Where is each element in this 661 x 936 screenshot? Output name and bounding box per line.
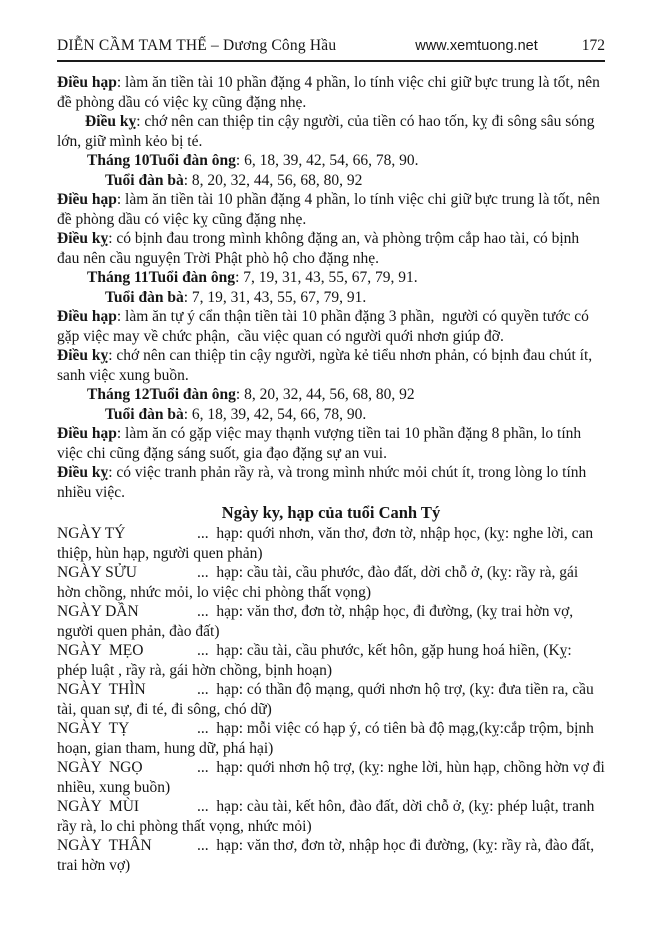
paragraph-text: : chớ nên can thiệp tin cậy người, ngừa kẻ tiểu nhơn phản, có bịnh đau chút ít, sanh việc xung buồn.	[57, 347, 597, 384]
paragraph-label: Điều hạp	[57, 425, 117, 442]
section-heading: Ngày ky, hạp của tuổi Canh Tý	[221, 503, 441, 522]
day-text: ... hạp: mỗi việc có hạp ý, có tiên bà độ mạg,(kỵ:cắp trộm, bịnh hoạn, gian tham, hung dữ, phá hại)	[57, 720, 598, 757]
day-text: ... hạp: quới nhơn hộ trợ, (kỵ: nghe lời, hùn hạp, chồng hờn vợ đi nhiều, xung buồn)	[57, 759, 609, 796]
dieu-hap-paragraph	[57, 190, 605, 229]
day-text: ... hạp: cầu tài, cầu phước, kết hôn, gặp hung hoá hiền, (Kỵ: phép luật , rầy rà, gái hờn chồng, bịnh hoạn)	[57, 642, 576, 679]
female-label: Tuổi đàn bà	[105, 288, 184, 306]
paragraph-label: Điều kỵ	[57, 230, 109, 247]
day-row-than	[57, 836, 605, 875]
month-label: Tháng 12Tuổi đàn ông	[87, 386, 236, 403]
month-ages-line	[57, 151, 605, 171]
female-ages-line	[57, 288, 605, 308]
female-label: Tuổi đàn bà	[105, 171, 184, 189]
paragraph-label: Điều kỵ	[57, 464, 109, 481]
page-body	[57, 73, 609, 875]
ages-list: : 8, 20, 32, 44, 56, 68, 80, 92	[183, 171, 363, 189]
day-name: NGÀY DẦN	[57, 603, 139, 620]
female-ages-line	[57, 171, 605, 191]
ages-list: : 6, 18, 39, 42, 54, 66, 78, 90.	[183, 405, 367, 423]
paragraph-text: : chớ nên can thiệp tin cậy người, của tiền có hao tốn, kỵ đi sông sâu sóng lớn, giữ mình kẻo bị té.	[57, 113, 599, 150]
dieu-ky-paragraph	[57, 229, 605, 268]
dieu-ky-paragraph	[57, 463, 605, 502]
day-name: NGÀY THÌN	[57, 681, 146, 698]
dieu-ky-paragraph	[57, 346, 605, 385]
ages-list: : 8, 20, 32, 44, 56, 68, 80, 92	[235, 386, 415, 403]
paragraph-text: : có bịnh đau trong mình không đặng an, và phòng trộm cắp hao tài, có bịnh đau nên cầu nguyện Trời Phật phò hộ cho đặng nhẹ.	[57, 230, 584, 267]
day-row-suu	[57, 563, 605, 602]
website-url: www.xemtuong.net	[415, 38, 538, 54]
paragraph-label: Điều hạp	[57, 74, 117, 91]
day-row-meo	[57, 641, 605, 680]
day-row-dan	[57, 602, 605, 641]
dieu-hap-paragraph	[57, 424, 605, 463]
book-title: DIỄN CẦM TAM THẾ – Dương Công Hầu	[57, 37, 337, 54]
paragraph-text: : có việc tranh phản rầy rà, và trong mình nhức mỏi chút ít, trong lòng lo tính nhiều việc.	[57, 464, 591, 501]
day-row-thin	[57, 680, 605, 719]
dieu-hap-paragraph	[57, 307, 605, 346]
female-label: Tuổi đàn bà	[105, 405, 184, 423]
day-text: ... hạp: văn thơ, đơn tờ, nhập học đi đường, (kỵ: rầy rà, đào đất, trai hờn vợ)	[57, 837, 599, 874]
day-name: NGÀY TÝ	[57, 525, 126, 542]
month-ages-line	[57, 385, 605, 405]
day-text: ... hạp: quới nhơn, văn thơ, đơn tờ, nhập học, (kỵ: nghe lời, can thiệp, hùn hạp, người quen phản)	[57, 525, 598, 562]
ages-list: : 6, 18, 39, 42, 54, 66, 78, 90.	[235, 152, 419, 169]
paragraph-text: : làm ăn tiền tài 10 phần đặng 4 phần, lo tính việc chi giữ bực trung là tốt, nên đề phòng dầu có việc kỵ cũng đặng nhẹ.	[57, 191, 604, 228]
day-name: NGÀY SỬU	[57, 564, 137, 581]
day-text: ... hạp: cầu tài, cầu phước, đào đất, dời chỗ ở, (kỵ: rầy rà, gái hờn chồng, nhức mỏi, lo việc chi phòng thất vọng)	[57, 564, 583, 601]
day-name: NGÀY TỴ	[57, 720, 130, 737]
ages-list: : 7, 19, 31, 43, 55, 67, 79, 91.	[183, 288, 367, 306]
day-text: ... hạp: văn thơ, đơn tờ, nhập học, đi đường, (kỵ trai hờn vợ, người quen phản, đào đất)	[57, 603, 578, 640]
dieu-hap-paragraph	[57, 73, 605, 112]
paragraph-label: Điều hạp	[57, 308, 117, 325]
ages-list: : 7, 19, 31, 43, 55, 67, 79, 91.	[235, 269, 418, 286]
page-header	[57, 36, 605, 56]
day-row-ngo	[57, 758, 609, 797]
paragraph-text: : làm ăn có gặp việc may thạnh vượng tiền tai 10 phần đặng 8 phần, lo tính việc chi cũng đặng sáng suốt, gia đạo đặng sự an vui.	[57, 425, 586, 462]
month-label: Tháng 10Tuổi đàn ông	[87, 152, 236, 169]
paragraph-label: Điều kỵ	[85, 113, 137, 130]
day-text: ... hạp: càu tài, kết hôn, đào đất, dời chỗ ở, (kỵ: phép luật, tranh rầy rà, lo chi phòng thất vọng, nhức mỏi)	[57, 798, 599, 835]
day-name: NGÀY MÙI	[57, 798, 140, 815]
day-name: NGÀY NGỌ	[57, 759, 143, 776]
day-row-ti	[57, 719, 605, 758]
day-row-ty	[57, 524, 605, 563]
day-name: NGÀY MẸO	[57, 642, 144, 659]
dieu-ky-paragraph	[57, 112, 605, 151]
female-ages-line	[57, 405, 605, 425]
day-text: ... hạp: có thần độ mạng, quới nhơn hộ trợ, (kỵ: đưa tiền ra, cầu tài, quan sự, đi té, đi sông, chó dữ)	[57, 681, 598, 718]
month-label: Tháng 11Tuổi đàn ông	[87, 269, 236, 286]
paragraph-text: : làm ăn tiền tài 10 phần đặng 4 phần, lo tính việc chi giữ bực trung là tốt, nên đề phòng dầu có việc kỵ cũng đặng nhẹ.	[57, 74, 604, 111]
month-ages-line	[57, 268, 605, 288]
page-number: 172	[581, 37, 605, 54]
day-name: NGÀY THÂN	[57, 837, 152, 854]
header-divider	[57, 60, 605, 62]
day-row-mui	[57, 797, 605, 836]
paragraph-label: Điều hạp	[57, 191, 117, 208]
paragraph-text: : làm ăn tự ý cẩn thận tiền tài 10 phần đặng 3 phần, người có quyền tước có gặp việc may về chức phận, cầu việc quan có người quới nhơn giúp đỡ.	[57, 308, 593, 345]
paragraph-label: Điều kỵ	[57, 347, 109, 364]
